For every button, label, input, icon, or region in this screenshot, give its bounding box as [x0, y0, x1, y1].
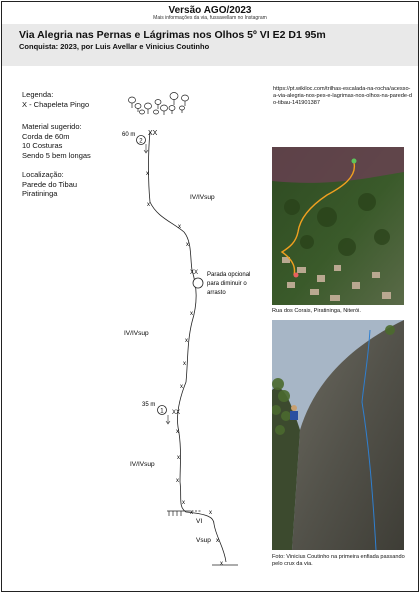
legend-item: X - Chapeleta Pingo [22, 99, 90, 109]
photo-caption: Foto: Vinicius Coutinho na primeira enfiada passando pelo crux da via. [272, 554, 405, 567]
route-title: Via Alegria nas Pernas e Lágrimas nos Olhos 5º VI E2 D1 95m [19, 29, 326, 41]
location-item: Parede do Tibau [22, 179, 78, 189]
topo-page [1, 1, 419, 592]
optional-stop-circle [193, 278, 203, 288]
material-item: Sendo 5 bem longas [22, 150, 91, 160]
bolt-mark: x [147, 202, 150, 208]
arrow-down-icon [166, 415, 170, 424]
anchor-2-label: 2 [139, 138, 143, 145]
optional-stop-line-3: arrasto [207, 290, 226, 296]
bolt-mark: x [180, 384, 183, 390]
optional-stop-line-2: para diminuir o [207, 281, 247, 287]
crux-grade-label: VI [196, 518, 203, 525]
wikiloc-link[interactable]: https://pt.wikiloc.com/trilhas-escalada-na-rocha/acesso-a-via-alegria-nos-pes-e-lagrimas-nos-olhos-na-parede-do-tibau-141901387 [273, 86, 412, 106]
material-item: 10 Costuras [22, 141, 63, 150]
material-heading: Material sugerido: [22, 122, 82, 131]
bolt-mark: x [209, 510, 212, 516]
bolt-mark: x [146, 171, 149, 177]
version-label: Versão AGO/2023 [168, 5, 252, 16]
bolt-mark: x [182, 500, 185, 506]
bolt-mark: XX [172, 410, 181, 416]
bolt-mark: x [220, 561, 223, 567]
ledge-icon [167, 511, 188, 516]
bolt-mark: x [216, 538, 219, 544]
climber-figure [291, 405, 297, 411]
length-35m-label: 35 m [142, 402, 156, 408]
route-conquest: Conquista: 2023, por Luis Avellar e Vinicius Coutinho [19, 42, 210, 51]
bolt-mark: x [176, 429, 179, 435]
grade-label-lower: IV/IVsup [130, 461, 155, 468]
location-heading: Localização: [22, 170, 64, 179]
bolt-mark: x [190, 510, 193, 516]
bolt-mark: x [190, 311, 193, 317]
bolt-mark: x [176, 478, 179, 484]
bolt-mark: x [183, 361, 186, 367]
material-item: Corda de 60m [22, 131, 70, 141]
arrow-down-icon [144, 144, 148, 153]
grade-label-start: Vsup [196, 537, 211, 544]
bolt-mark: x [186, 242, 189, 248]
bolt-mark: XX [148, 130, 158, 137]
route-topo-diagram [2, 2, 272, 592]
bolt-mark: x [177, 455, 180, 461]
aerial-map-image [272, 147, 404, 305]
climbing-photo [272, 320, 404, 550]
grade-label-middle: IV/IVsup [124, 330, 149, 337]
tree-icons [129, 93, 189, 116]
bolt-mark: x [185, 338, 188, 344]
bolt-mark: XX [190, 270, 199, 276]
trail-start-marker [294, 273, 299, 278]
trail-end-marker [352, 159, 357, 164]
legend-heading: Legenda: [22, 90, 54, 99]
location-item: Piratininga [22, 189, 58, 198]
anchor-1-label: 1 [160, 408, 164, 415]
bolt-mark: x [178, 224, 181, 230]
bolt-marks [146, 171, 223, 567]
length-60m-label: 60 m [122, 132, 136, 138]
map-caption: Rua dos Corais, Piratininga, Niterói. [272, 308, 361, 314]
grade-label-upper: IV/IVsup [190, 194, 215, 201]
version-note: Mais informações da via, fussavellam no Instagram [153, 15, 267, 21]
optional-stop-line-1: Parada opcional [207, 272, 251, 278]
